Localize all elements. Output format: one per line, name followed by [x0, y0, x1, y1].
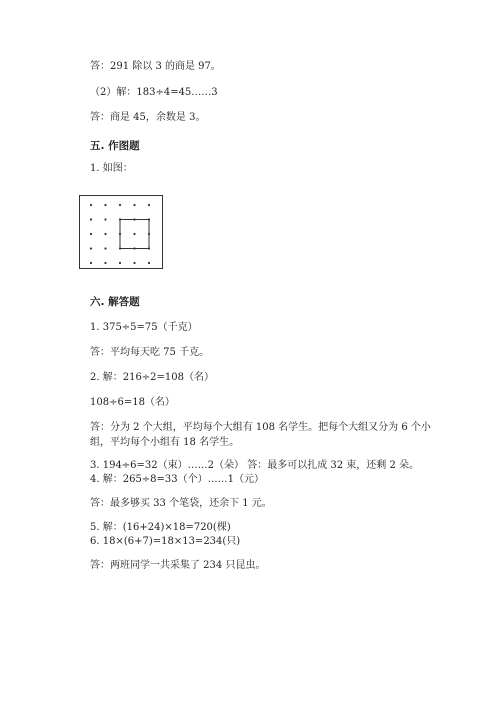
answer-line: 答：分为 2 个大组，平均每个大组有 108 名学生。把每个大组又分为 6 个小: [90, 422, 431, 433]
figure-frame: [80, 196, 163, 269]
grid-dot: [148, 204, 150, 206]
answer-line: 108÷6=18（名）: [90, 397, 175, 408]
grid-dot: [104, 262, 106, 264]
answer-line: 6. 18×(6+7)=18×13=234(只): [90, 536, 241, 547]
answer-line: 答：291 除以 3 的商是 97。: [90, 61, 221, 72]
answer-line: 答：两班同学一共采集了 234 只昆虫。: [90, 560, 266, 571]
answer-line: 5. 解：(16+24)×18=720(棵): [90, 522, 231, 533]
dot-grid-figure: [79, 195, 163, 269]
answer-line: 4. 解：265÷8=33（个）……1（元）: [90, 474, 265, 485]
grid-dot: [133, 204, 135, 206]
answer-line: 2. 解：216÷2=108（名）: [90, 372, 215, 383]
grid-dot: [90, 204, 92, 206]
answer-line: 组，平均每个小组有 18 名学生。: [90, 437, 240, 448]
grid-dot: [119, 204, 121, 206]
section-heading: 五. 作图题: [90, 140, 140, 152]
answer-line: 1. 375÷5=75（千克）: [90, 322, 198, 333]
answer-line: 1. 如图：: [90, 163, 133, 174]
answer-line: 3. 194÷6=32（束）……2（朵） 答：最多可以扎成 32 束，还剩 2 朵。: [90, 460, 419, 471]
grid-dot: [90, 247, 92, 249]
grid-dot: [90, 233, 92, 235]
answer-line: （2）解：183÷4=45……3: [90, 87, 218, 98]
grid-dot: [90, 218, 92, 220]
grid-dot: [133, 233, 135, 235]
answer-line: 答：商是 45，余数是 3。: [90, 112, 206, 123]
answer-line: 答：最多够买 33 个笔袋，还余下 1 元。: [90, 498, 272, 509]
grid-dot: [104, 218, 106, 220]
grid-dot: [90, 262, 92, 264]
grid-dot: [104, 204, 106, 206]
grid-dot: [133, 262, 135, 264]
grid-dot: [148, 262, 150, 264]
grid-dot: [104, 233, 106, 235]
answer-line: 答：平均每天吃 75 千克。: [90, 347, 210, 358]
section-heading: 六. 解答题: [90, 296, 140, 308]
grid-dot: [104, 247, 106, 249]
grid-dot: [119, 262, 121, 264]
